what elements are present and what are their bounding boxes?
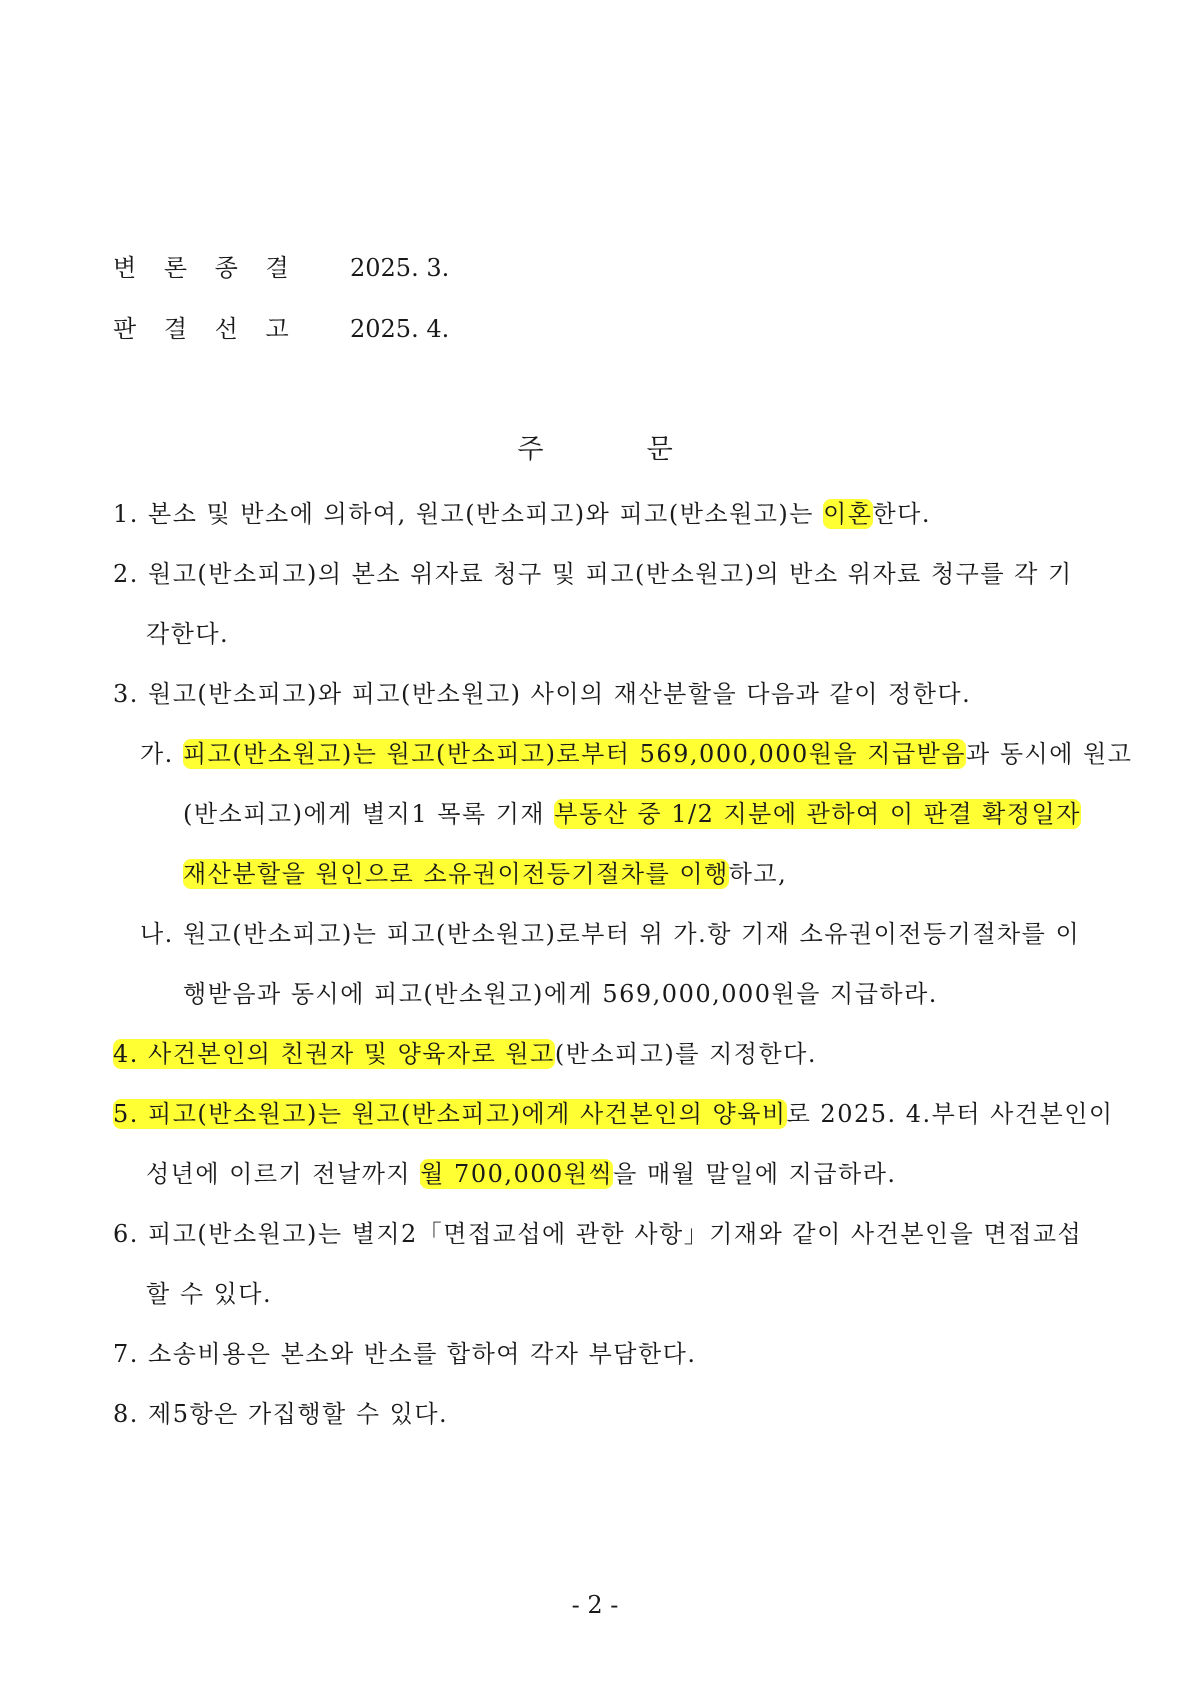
order-item-3-na-line-1: 나. 원고(반소피고)는 피고(반소원고)로부터 위 가.항 기재 소유권이전등기절차를 이 bbox=[140, 920, 1081, 948]
item-3-ga-tail-3: 하고, bbox=[728, 860, 788, 888]
title-part-2: 문 bbox=[646, 434, 673, 465]
order-item-5-line-2 bbox=[146, 1157, 897, 1191]
order-item-2-line-1: 2. 원고(반소피고)의 본소 위자료 청구 및 피고(반소원고)의 반소 위자료 청구를 각 기 bbox=[113, 560, 1073, 588]
order-item-3-ga-line-3 bbox=[183, 857, 787, 891]
item-1-text: 1. 본소 및 반소에 의하여, 원고(반소피고)와 피고(반소원고)는 bbox=[113, 500, 824, 528]
item-3-ga-prefix: 가. bbox=[140, 740, 183, 768]
order-item-1 bbox=[113, 497, 931, 531]
item-5-tail-1: 로 2025. 4.부터 사건본인이 bbox=[786, 1100, 1114, 1128]
item-3-ga-tail-1: 과 동시에 원고 bbox=[966, 740, 1133, 768]
order-item-8: 8. 제5항은 가집행할 수 있다. bbox=[113, 1400, 449, 1428]
order-item-3-ga-line-1 bbox=[140, 737, 1132, 771]
order-item-6-line-1: 6. 피고(반소원고)는 별지2「면접교섭에 관한 사항」기재와 같이 사건본인을 면접교섭 bbox=[113, 1220, 1083, 1248]
page-number: - 2 - bbox=[571, 1591, 619, 1619]
order-item-4 bbox=[113, 1037, 817, 1071]
item-5-text-2: 성년에 이르기 전날까지 bbox=[146, 1160, 421, 1188]
title-part-1: 주 bbox=[517, 434, 544, 465]
item-5-highlight-2: 월 700,000원씩 bbox=[420, 1160, 614, 1188]
item-5-highlight-1: 5. 피고(반소원고)는 원고(반소피고)에게 사건본인의 양육비 bbox=[113, 1100, 787, 1128]
order-item-5-line-1 bbox=[113, 1097, 1114, 1131]
sentence-date: 2025. 4. bbox=[350, 315, 450, 343]
page-title bbox=[0, 432, 1190, 468]
order-item-6-line-2: 할 수 있다. bbox=[146, 1280, 273, 1308]
item-3-ga-highlight-3: 재산분할을 원인으로 소유권이전등기절차를 이행 bbox=[183, 860, 729, 888]
item-4-highlight: 4. 사건본인의 친권자 및 양육자로 원고 bbox=[113, 1040, 555, 1068]
item-3-ga-text-2: (반소피고)에게 별지1 목록 기재 bbox=[183, 800, 555, 828]
closing-date: 2025. 3. bbox=[350, 254, 450, 282]
item-4-tail: (반소피고)를 지정한다. bbox=[554, 1040, 817, 1068]
order-item-3-ga-line-2 bbox=[183, 797, 1081, 831]
closing-label: 변 론 종 결 bbox=[113, 254, 299, 282]
item-1-highlight: 이혼 bbox=[823, 500, 873, 528]
order-item-7: 7. 소송비용은 본소와 반소를 합하여 각자 부담한다. bbox=[113, 1340, 697, 1368]
item-3-ga-highlight-2: 부동산 중 1/2 지분에 관하여 이 판결 확정일자 bbox=[554, 800, 1081, 828]
sentence-label: 판 결 선 고 bbox=[113, 315, 299, 343]
item-1-tail: 한다. bbox=[872, 500, 931, 528]
order-item-3: 3. 원고(반소피고)와 피고(반소원고) 사이의 재산분할을 다음과 같이 정한다. bbox=[113, 680, 972, 708]
item-3-ga-highlight-1: 피고(반소원고)는 원고(반소피고)로부터 569,000,000원을 지급받음 bbox=[182, 740, 967, 768]
item-5-tail-2: 을 매월 말일에 지급하라. bbox=[613, 1160, 897, 1188]
order-item-2-line-2: 각한다. bbox=[146, 620, 230, 648]
order-item-3-na-line-2: 행받음과 동시에 피고(반소원고)에게 569,000,000원을 지급하라. bbox=[183, 980, 938, 1008]
